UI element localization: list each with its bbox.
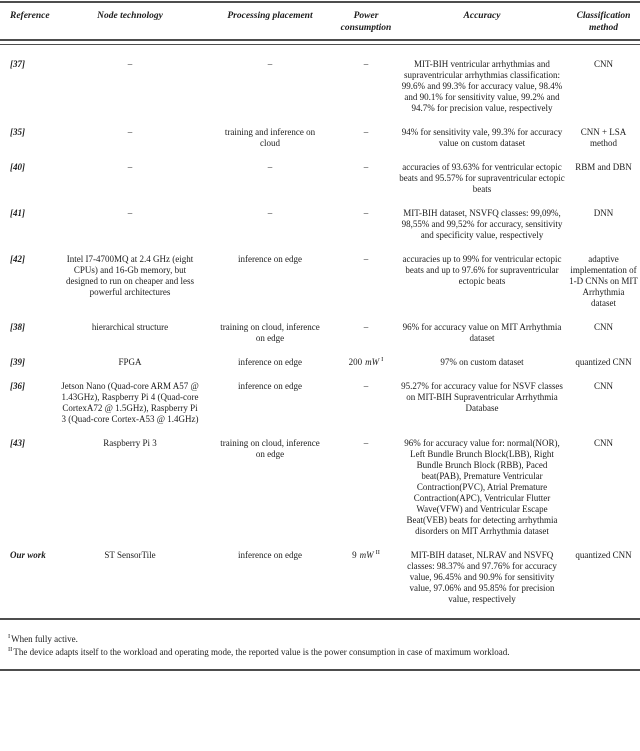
table-row [0, 381, 640, 425]
page-bottom-rule [0, 669, 640, 671]
node-technology-cell: Raspberry Pi 3 [103, 438, 157, 448]
power-value: – [363, 254, 369, 264]
table-row [0, 208, 640, 241]
classification-method-cell: CNN [593, 59, 613, 69]
reference-citation[interactable]: Our work [10, 550, 46, 560]
footnotes-section [0, 620, 640, 669]
classification-method-cell: CNN + LSA method [580, 127, 627, 148]
node-technology-cell: – [127, 162, 133, 172]
classification-method-cell: CNN [593, 381, 613, 391]
footnote [8, 633, 630, 646]
power-consumption-cell [335, 127, 397, 138]
reference-citation[interactable]: [35] [10, 127, 25, 137]
processing-placement-cell: training and inference on cloud [224, 127, 316, 148]
accuracy-cell: 97% on custom dataset [440, 357, 524, 367]
footnote-marker: II [8, 646, 13, 653]
power-unit: mW [359, 550, 374, 560]
power-consumption-cell [335, 438, 397, 449]
processing-placement-cell: inference on edge [238, 357, 302, 367]
power-value: – [363, 59, 369, 69]
table-header-row [0, 3, 640, 39]
footnote [8, 646, 630, 659]
node-technology-cell: ST SensorTile [104, 550, 156, 560]
accuracy-cell: MIT-BIH dataset, NLRAV and NSVFQ classes: 98.37% and 97.76% for accuracy value, 96.45% and 90.9% for sensitivity value, 97.06% and 95.85% for precision value, respectively [407, 550, 557, 604]
power-consumption-cell [335, 357, 397, 368]
table-row [0, 59, 640, 114]
processing-placement-cell: – [267, 162, 273, 172]
classification-method-cell: quantized CNN [575, 550, 632, 560]
processing-placement-cell: inference on edge [238, 550, 302, 560]
accuracy-cell: 96% for accuracy value on MIT Arrhythmia dataset [402, 322, 562, 343]
table-row [0, 254, 640, 309]
accuracy-cell: 95.27% for accuracy value for NSVF classes on MIT-BIH Supraventricular Arrhythmia Database [401, 381, 563, 413]
accuracy-cell: MIT-BIH dataset, NSVFQ classes: 99,09%, 98,55% and 99,52% for accuracy, sensitivity and specificity value, respectively [401, 208, 563, 240]
power-value: – [363, 162, 369, 172]
power-value: – [363, 127, 369, 137]
power-footnote-marker: I [381, 356, 384, 363]
reference-citation[interactable]: [40] [10, 162, 25, 172]
footnote-text: The device adapts itself to the workload and operating mode, the reported value is the power consumption in case of maximum workload. [13, 647, 510, 657]
power-consumption-cell [335, 550, 397, 561]
node-technology-cell: – [127, 208, 133, 218]
node-technology-cell: Jetson Nano (Quad-core ARM A57 @ 1.43GHz), Raspberry Pi 4 (Quad-core CortexA72 @ 1.5GHz), Raspberry Pi 3 (Quad-core Cortex-A53 @ 1.4GHz) [61, 381, 199, 424]
power-footnote-marker: II [375, 549, 380, 556]
classification-method-cell: CNN [593, 322, 613, 332]
table-row [0, 357, 640, 368]
node-technology-cell: – [127, 127, 133, 137]
accuracy-cell: 94% for sensitivity vale, 99.3% for accuracy value on custom dataset [401, 127, 563, 148]
power-value: 9 [352, 550, 357, 560]
power-consumption-cell [335, 322, 397, 333]
processing-placement-cell: – [267, 208, 273, 218]
accuracy-cell: 96% for accuracy value for: normal(NOR), Left Bundle Brunch Block(LBB), Right Bundle Brunch Block (RBB), Paced beat(PAB), Premature Ventricular Contraction(PVC), Atrial Premature Contraction(APC), Ventricular Flutter Wave(VFW) and Ventricular Escape Beat(VEB) beats for detecting arrhythmia disorders on MIT Arrhythmia dataset [404, 438, 560, 536]
processing-placement-cell: – [267, 59, 273, 69]
table-body [0, 45, 640, 605]
column-header-processing-placement: Processing placement [227, 11, 313, 21]
classification-method-cell: CNN [593, 438, 613, 448]
node-technology-cell: FPGA [118, 357, 142, 367]
table-row [0, 550, 640, 605]
column-header-reference: Reference [10, 11, 50, 21]
classification-method-cell: RBM and DBN [575, 162, 632, 172]
classification-method-cell: quantized CNN [575, 357, 632, 367]
power-value: – [363, 322, 369, 332]
reference-citation[interactable]: [43] [10, 438, 25, 448]
accuracy-cell: accuracies of 93.63% for ventricular ectopic beats and 95.57% for supraventricular ectopic beats [399, 162, 565, 194]
reference-citation[interactable]: [39] [10, 357, 25, 367]
reference-citation[interactable]: [42] [10, 254, 25, 264]
reference-citation[interactable]: [36] [10, 381, 25, 391]
node-technology-cell: hierarchical structure [91, 322, 169, 332]
classification-method-cell: DNN [593, 208, 614, 218]
node-technology-cell: – [127, 59, 133, 69]
processing-placement-cell: training on cloud, inference on edge [220, 322, 320, 343]
column-header-power-consumption: Power consumption [340, 11, 392, 33]
power-value: – [363, 438, 369, 448]
power-value: – [363, 381, 369, 391]
footnote-marker: I [8, 633, 11, 640]
table-row [0, 127, 640, 149]
table-row [0, 162, 640, 195]
footnote-text: When fully active. [11, 634, 78, 644]
power-consumption-cell [335, 254, 397, 265]
power-value: – [363, 208, 369, 218]
table-row [0, 438, 640, 537]
processing-placement-cell: inference on edge [238, 254, 302, 264]
accuracy-cell: accuracies up to 99% for ventricular ectopic beats and up to 97.6% for supraventricular ectopic beats [402, 254, 562, 286]
power-consumption-cell [335, 59, 397, 70]
column-header-accuracy: Accuracy [463, 11, 501, 21]
power-unit: mW [365, 357, 380, 367]
classification-method-cell: adaptive implementation of 1-D CNNs on MIT Arrhythmia dataset [569, 254, 638, 308]
accuracy-cell: MIT-BIH ventricular arrhythmias and supraventricular arrhythmias classification: 99.6% and 99.3% for accuracy value, 98.4% and 90.1% for sensitivity value, 99.2% and 94.7% for precision value, respectively [401, 59, 563, 113]
power-value: 200 [348, 357, 363, 367]
power-consumption-cell [335, 162, 397, 173]
power-consumption-cell [335, 381, 397, 392]
processing-placement-cell: inference on edge [238, 381, 302, 391]
reference-citation[interactable]: [38] [10, 322, 25, 332]
reference-citation[interactable]: [37] [10, 59, 25, 69]
processing-placement-cell: training on cloud, inference on edge [220, 438, 320, 459]
reference-citation[interactable]: [41] [10, 208, 25, 218]
power-consumption-cell [335, 208, 397, 219]
table-row [0, 322, 640, 344]
column-header-node-technology: Node technology [97, 11, 163, 21]
node-technology-cell: Intel I7-4700MQ at 2.4 GHz (eight CPUs) and 16-Gb memory, but designed to run on cheaper and less powerful architectures [66, 254, 194, 297]
column-header-classification-method: Classification method [576, 11, 631, 33]
